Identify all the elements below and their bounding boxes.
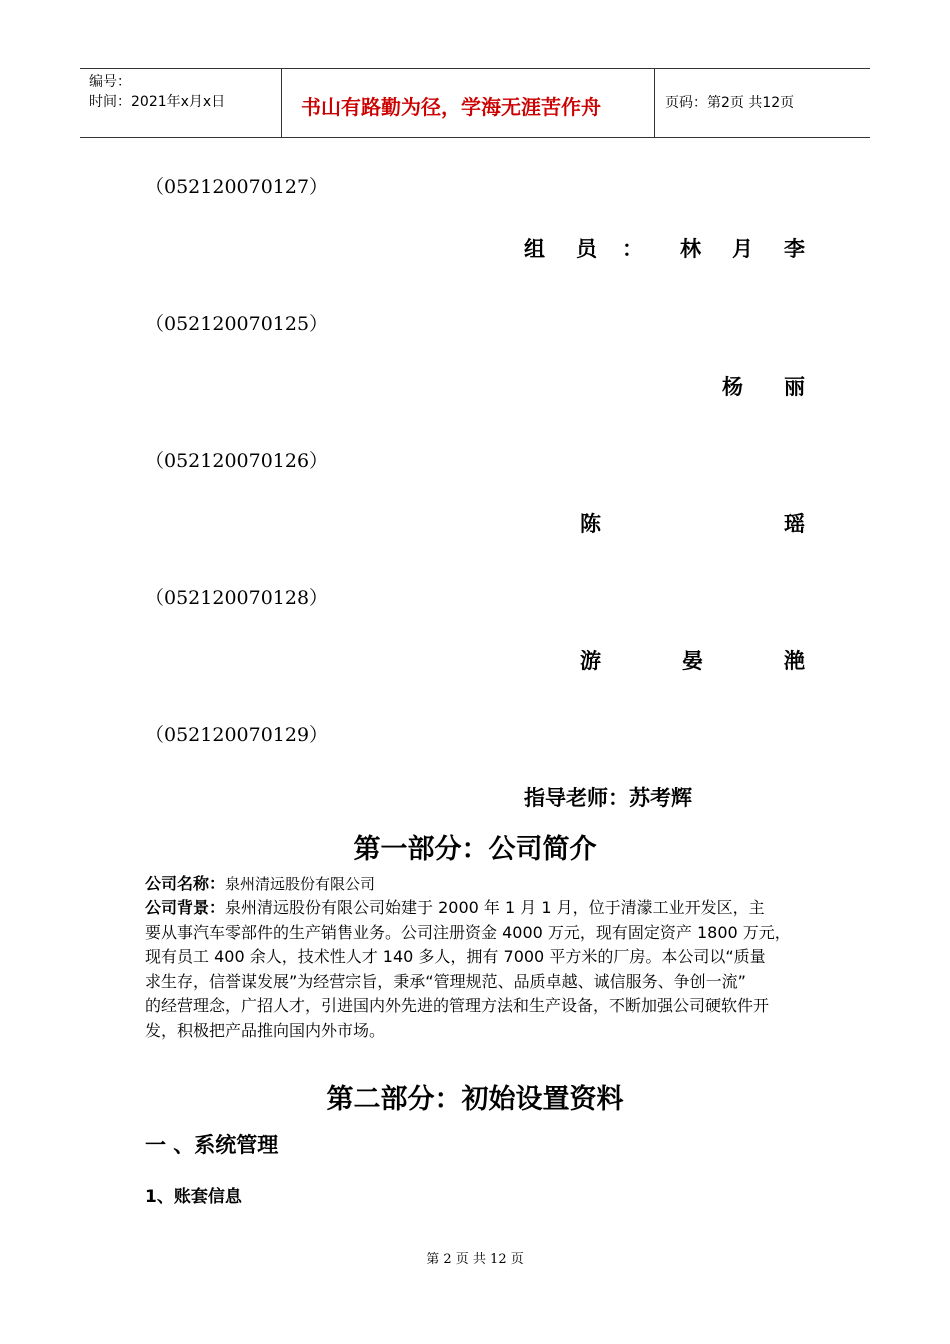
number-label: 编号： (89, 74, 131, 90)
member-name-char: 晏 (682, 648, 703, 673)
page-header (80, 68, 870, 138)
background-line: 泉州清远股份有限公司始建于 2000 年 1 月 1 月，位于清濛工业开发区，主 (225, 898, 765, 917)
header-motto: 书山有路勤为径，学海无涯苦作舟 (301, 95, 601, 119)
header-divider (654, 69, 655, 137)
company-name-label: 公司名称： (145, 874, 226, 893)
member-name-char: 杨 (722, 374, 743, 399)
company-background-label: 公司背景： (145, 898, 226, 917)
member-name-char: 月 (732, 236, 753, 261)
member-name-char: 游 (580, 648, 601, 673)
header-left-cell (89, 72, 225, 140)
section-heading: 一 、系统管理 (145, 1133, 279, 1157)
advisor-line: 指导老师：苏考辉 (524, 785, 692, 810)
member-name-char: 林 (680, 236, 701, 261)
header-page-info: 页码：第2页 共12页 (665, 95, 795, 111)
background-line: 发，积极把产品推向国内外市场。 (145, 1020, 386, 1040)
company-background (145, 896, 825, 1043)
member-name-char: 李 (784, 236, 805, 261)
member-label-char: 组 (524, 236, 545, 261)
student-id: （052120070129） (145, 724, 329, 746)
time-label: 时间：2021年x月x日 (89, 94, 226, 110)
student-id: （052120070128） (145, 587, 329, 609)
member-name-char: 滟 (784, 648, 805, 673)
header-divider (281, 69, 282, 137)
subsection-heading: 1、账套信息 (145, 1187, 242, 1207)
student-id: （052120070125） (145, 313, 329, 335)
student-id: （052120070126） (145, 450, 329, 472)
background-line: 现有员工 400 余人，技术性人才 140 多人，拥有 7000 平方米的厂房。本公司以“质量 (145, 947, 766, 966)
company-name-row (145, 872, 375, 897)
background-line: 的经营理念，广招人才，引进国内外先进的管理方法和生产设备，不断加强公司硬软件开 (145, 996, 770, 1015)
member-label-char: ： (622, 236, 643, 261)
page-footer: 第 2 页 共 12 页 (426, 1252, 524, 1267)
background-line: 要从事汽车零部件的生产销售业务。公司注册资金 4000 万元，现有固定资产 1800 万元， (145, 922, 791, 942)
part1-title: 第一部分：公司简介 (353, 834, 597, 865)
background-line: 求生存，信誉谋发展”为经营宗旨，秉承“管理规范、品质卓越、诚信服务、争创一流” (145, 971, 746, 991)
member-name-char: 陈 (580, 511, 601, 536)
company-name-value: 泉州清远股份有限公司 (225, 875, 376, 893)
member-label-char: 员 (576, 236, 597, 261)
member-name-char: 瑶 (784, 511, 805, 536)
member-name-char: 丽 (784, 374, 805, 399)
student-id: （052120070127） (145, 176, 329, 198)
part2-title: 第二部分：初始设置资料 (326, 1084, 624, 1115)
